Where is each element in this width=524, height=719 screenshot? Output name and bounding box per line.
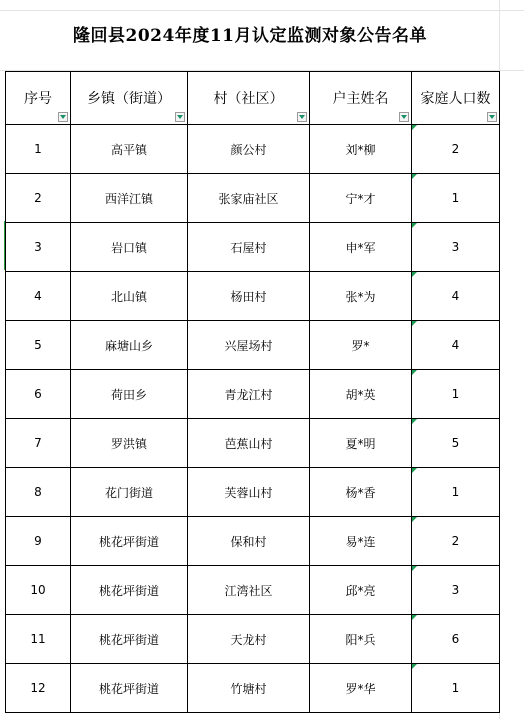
cell-comment-marker: [412, 370, 417, 375]
cell-town[interactable]: 麻塘山乡: [71, 321, 188, 370]
cell-household-head[interactable]: 邱*亮: [310, 566, 412, 615]
cell-family-size[interactable]: [412, 321, 500, 370]
cell-family-size[interactable]: [412, 566, 500, 615]
cell-family-size-value: 2: [451, 534, 460, 548]
cell-comment-marker: [412, 566, 417, 571]
cell-family-size[interactable]: [412, 468, 500, 517]
cell-family-size[interactable]: [412, 664, 500, 713]
table-row: [6, 223, 500, 272]
cell-town[interactable]: 桃花坪街道: [71, 517, 188, 566]
cell-household-head[interactable]: 杨*香: [310, 468, 412, 517]
cell-comment-marker: [412, 223, 417, 228]
cell-town[interactable]: 高平镇: [71, 125, 188, 174]
cell-town[interactable]: 岩口镇: [71, 223, 188, 272]
cell-village[interactable]: 芙蓉山村: [188, 468, 310, 517]
cell-household-head[interactable]: 阳*兵: [310, 615, 412, 664]
roster-table: [5, 71, 500, 713]
cell-town[interactable]: 荷田乡: [71, 370, 188, 419]
cell-village[interactable]: 兴屋场村: [188, 321, 310, 370]
cell-village[interactable]: 竹塘村: [188, 664, 310, 713]
cell-town[interactable]: 桃花坪街道: [71, 664, 188, 713]
cell-family-size[interactable]: [412, 517, 500, 566]
cell-household-head[interactable]: 张*为: [310, 272, 412, 321]
column-header-town: [71, 72, 188, 125]
cell-family-size-value: 1: [451, 485, 460, 499]
filter-dropdown-icon[interactable]: [58, 112, 68, 122]
cell-comment-marker: [412, 664, 417, 669]
cell-household-head[interactable]: 罗*华: [310, 664, 412, 713]
cell-family-size-value: 3: [451, 583, 460, 597]
cell-village[interactable]: 保和村: [188, 517, 310, 566]
table-row: [6, 272, 500, 321]
cell-family-size-value: 1: [451, 681, 460, 695]
table-row: [6, 517, 500, 566]
table-row: [6, 566, 500, 615]
filter-dropdown-icon[interactable]: [297, 112, 307, 122]
cell-seq[interactable]: 11: [6, 615, 71, 664]
filter-dropdown-icon[interactable]: [487, 112, 497, 122]
cell-town[interactable]: 北山镇: [71, 272, 188, 321]
column-header-label: 村（社区）: [213, 91, 284, 107]
cell-seq[interactable]: 1: [6, 125, 71, 174]
cell-family-size-value: 4: [451, 338, 460, 352]
cell-family-size[interactable]: [412, 370, 500, 419]
cell-comment-marker: [412, 419, 417, 424]
column-header-label: 乡镇（街道）: [87, 91, 171, 107]
cell-family-size-value: 4: [451, 289, 460, 303]
column-header-family-size: [412, 72, 500, 125]
table-row: [6, 370, 500, 419]
cell-village[interactable]: 江湾社区: [188, 566, 310, 615]
cell-village[interactable]: 张家庙社区: [188, 174, 310, 223]
cell-family-size[interactable]: [412, 223, 500, 272]
cell-village[interactable]: 芭蕉山村: [188, 419, 310, 468]
cell-seq[interactable]: 8: [6, 468, 71, 517]
cell-household-head[interactable]: 易*连: [310, 517, 412, 566]
sheet-title: 隆回县2024年度11月认定监测对象公告名单: [73, 26, 427, 46]
cell-family-size-value: 6: [451, 632, 460, 646]
cell-comment-marker: [412, 321, 417, 326]
cell-family-size-value: 5: [451, 436, 460, 450]
cell-comment-marker: [412, 517, 417, 522]
filter-dropdown-icon[interactable]: [175, 112, 185, 122]
cell-household-head[interactable]: 罗*: [310, 321, 412, 370]
cell-seq[interactable]: 12: [6, 664, 71, 713]
cell-family-size-value: 1: [451, 387, 460, 401]
cell-family-size[interactable]: [412, 419, 500, 468]
table-row: [6, 468, 500, 517]
cell-seq[interactable]: 3: [6, 223, 71, 272]
cell-village[interactable]: 杨田村: [188, 272, 310, 321]
cell-seq[interactable]: 7: [6, 419, 71, 468]
cell-comment-marker: [412, 174, 417, 179]
table-row: [6, 615, 500, 664]
cell-village[interactable]: 颜公村: [188, 125, 310, 174]
cell-family-size-value: 3: [451, 240, 460, 254]
column-header-village: [188, 72, 310, 125]
cell-family-size-value: 1: [451, 191, 460, 205]
cell-town[interactable]: 花门街道: [71, 468, 188, 517]
cell-town[interactable]: 桃花坪街道: [71, 615, 188, 664]
header-row: [6, 72, 500, 125]
cell-comment-marker: [412, 272, 417, 277]
cell-comment-marker: [412, 468, 417, 473]
table-row: [6, 419, 500, 468]
table-row: [6, 125, 500, 174]
cell-household-head[interactable]: 夏*明: [310, 419, 412, 468]
cell-town[interactable]: 罗洪镇: [71, 419, 188, 468]
column-header-label: 序号: [24, 91, 52, 107]
cell-household-head[interactable]: 刘*柳: [310, 125, 412, 174]
cell-town[interactable]: 桃花坪街道: [71, 566, 188, 615]
cell-village[interactable]: 青龙江村: [188, 370, 310, 419]
cell-seq[interactable]: 4: [6, 272, 71, 321]
cell-family-size[interactable]: [412, 272, 500, 321]
cell-household-head[interactable]: 宁*才: [310, 174, 412, 223]
cell-seq[interactable]: 5: [6, 321, 71, 370]
cell-family-size[interactable]: [412, 125, 500, 174]
cell-household-head[interactable]: 胡*英: [310, 370, 412, 419]
column-header-seq: [6, 72, 71, 125]
cell-town[interactable]: 西洋江镇: [71, 174, 188, 223]
table-row: [6, 174, 500, 223]
column-header-label: 户主姓名: [332, 91, 389, 107]
cell-comment-marker: [412, 615, 417, 620]
cell-family-size-value: 2: [451, 142, 460, 156]
table-row: [6, 321, 500, 370]
column-header-household-head: [310, 72, 412, 125]
cell-village[interactable]: 天龙村: [188, 615, 310, 664]
cell-household-head[interactable]: 申*军: [310, 223, 412, 272]
table-row: [6, 664, 500, 713]
cell-seq[interactable]: 9: [6, 517, 71, 566]
sheet-gridline: [0, 10, 524, 11]
cell-family-size[interactable]: [412, 615, 500, 664]
column-header-label: 家庭人口数: [420, 91, 491, 107]
cell-seq[interactable]: 6: [6, 370, 71, 419]
cell-family-size[interactable]: [412, 174, 500, 223]
cell-seq[interactable]: 10: [6, 566, 71, 615]
cell-seq[interactable]: 2: [6, 174, 71, 223]
cell-village[interactable]: 石屋村: [188, 223, 310, 272]
filter-dropdown-icon[interactable]: [399, 112, 409, 122]
cell-comment-marker: [412, 125, 417, 130]
